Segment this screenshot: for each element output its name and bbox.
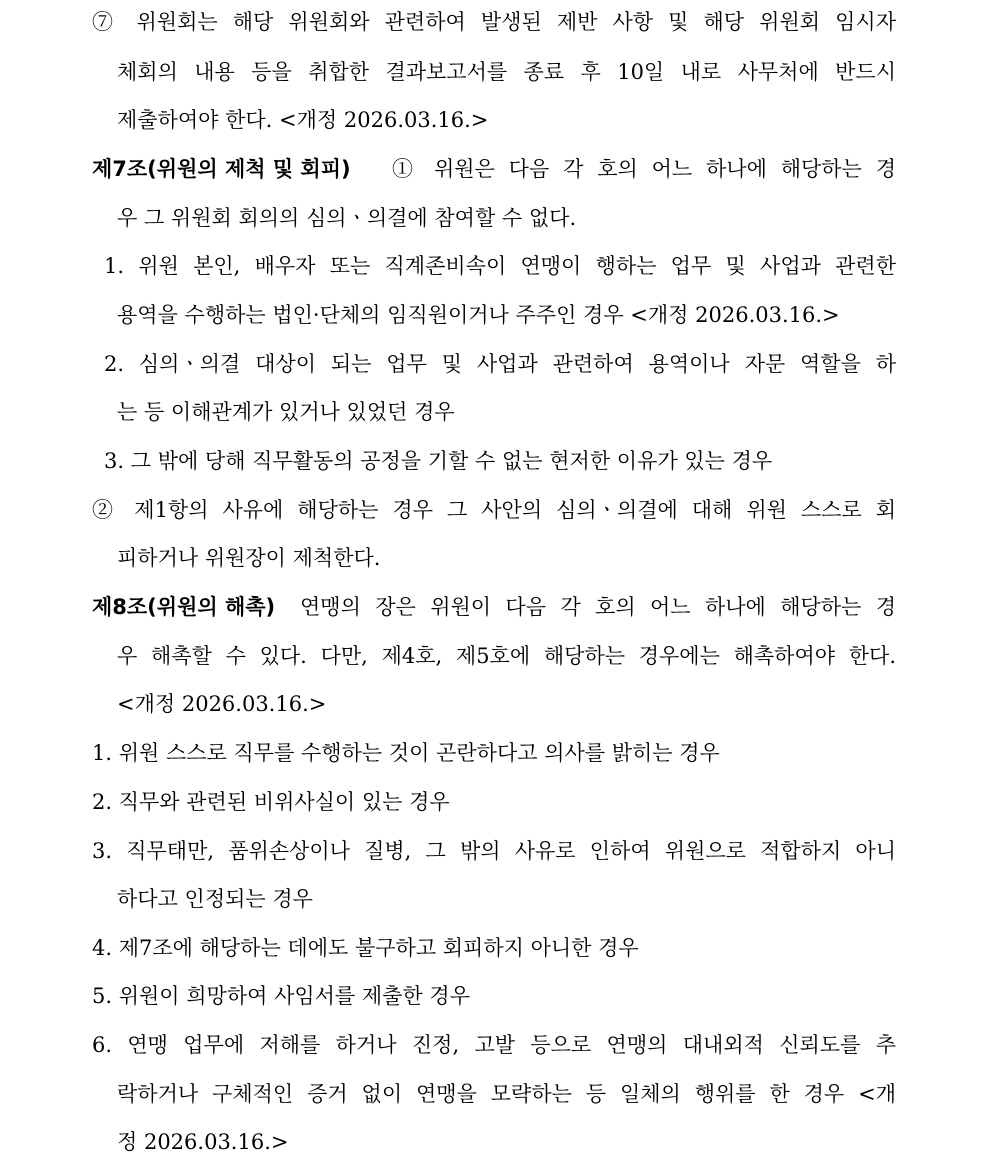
list-item [0, 731, 992, 775]
text-line [0, 98, 992, 142]
text-line [0, 196, 992, 240]
text-line [0, 390, 992, 434]
article-8-item-2: 2. 직무와 관련된 비위사실이 있는 경우 [92, 790, 450, 814]
list-item [0, 829, 992, 873]
list-item [0, 342, 992, 386]
article-8-intro-first: 연맹의 장은 위원이 다음 각 호의 어느 하나에 해당하는 경 [300, 595, 896, 619]
article-8-heading-line [0, 585, 992, 629]
article-7-para-1-cont: 우 그 위원회 회의의 심의ㆍ의결에 참여할 수 없다. [117, 206, 577, 230]
article-8-title: 제8조(위원의 해촉) [92, 595, 276, 619]
article-7-item-2-line-2: 는 등 이해관계가 있거나 있었던 경우 [117, 400, 455, 424]
article-7-para-2-line-1: ② 제1항의 사유에 해당하는 경우 그 사안의 심의ㆍ의결에 대해 위원 스스로 회 [92, 498, 896, 522]
text-line [0, 634, 992, 678]
article-8-item-1: 1. 위원 스스로 직무를 수행하는 것이 곤란하다고 의사를 밝히는 경우 [92, 741, 720, 765]
article-7-item-1-line-1: 1. 위원 본인, 배우자 또는 직계존비속이 연맹이 행하는 업무 및 사업과 관련한 [104, 254, 896, 278]
article-8-intro-line-3: <개정 2026.03.16.> [117, 692, 327, 716]
article-7-para-1-first: ① 위원은 다음 각 호의 어느 하나에 해당하는 경 [392, 157, 896, 181]
text-line [0, 0, 992, 44]
article-7-para-2-line-2: 피하거나 위원장이 제척한다. [117, 546, 381, 570]
text-line [0, 293, 992, 337]
list-item [0, 926, 992, 970]
text-line [0, 50, 992, 94]
article-8-item-4: 4. 제7조에 해당하는 데에도 불구하고 회피하지 아니한 경우 [92, 936, 639, 960]
article-8-item-3-line-2: 하다고 인정되는 경우 [117, 887, 313, 911]
list-item [0, 974, 992, 1018]
text-line [0, 536, 992, 580]
clause-7-line-2: 체회의 내용 등을 취합한 결과보고서를 종료 후 10일 내로 사무처에 반드시 [117, 60, 896, 84]
clause-7-line-3: 제출하여야 한다. <개정 2026.03.16.> [117, 108, 489, 132]
list-item [0, 1023, 992, 1067]
article-8-intro-line-2: 우 해촉할 수 있다. 다만, 제4호, 제5호에 해당하는 경우에는 해촉하여야 한다. [117, 644, 896, 668]
article-7-item-3: 3. 그 밖에 당해 직무활동의 공정을 기할 수 없는 현저한 이유가 있는 경우 [104, 449, 773, 473]
text-line [0, 488, 992, 532]
clause-7-line-1: ⑦ 위원회는 해당 위원회와 관련하여 발생된 제반 사항 및 해당 위원회 임시자 [92, 10, 896, 34]
article-7-title: 제7조(위원의 제척 및 회피) [92, 157, 351, 181]
article-8-item-5: 5. 위원이 희망하여 사임서를 제출한 경우 [92, 984, 470, 1008]
text-line [0, 682, 992, 726]
text-line [0, 1072, 992, 1116]
list-item [0, 439, 992, 483]
article-8-item-6-line-1: 6. 연맹 업무에 저해를 하거나 진정, 고발 등으로 연맹의 대내외적 신뢰도를 추 [92, 1033, 896, 1057]
text-line [0, 877, 992, 921]
article-8-item-6-line-2: 락하거나 구체적인 증거 없이 연맹을 모략하는 등 일체의 행위를 한 경우 <개 [117, 1082, 896, 1106]
list-item [0, 780, 992, 824]
list-item [0, 244, 992, 288]
article-8-item-3-line-1: 3. 직무태만, 품위손상이나 질병, 그 밖의 사유로 인하여 위원으로 적합하지 아니 [92, 839, 896, 863]
text-line [0, 1120, 992, 1164]
article-7-heading-line [0, 147, 992, 191]
article-7-item-1-line-2: 용역을 수행하는 법인·단체의 임직원이거나 주주인 경우 <개정 2026.03.16.> [117, 303, 840, 327]
article-8-item-6-line-3: 정 2026.03.16.> [117, 1130, 289, 1154]
article-7-item-2-line-1: 2. 심의ㆍ의결 대상이 되는 업무 및 사업과 관련하여 용역이나 자문 역할을 하 [104, 352, 896, 376]
